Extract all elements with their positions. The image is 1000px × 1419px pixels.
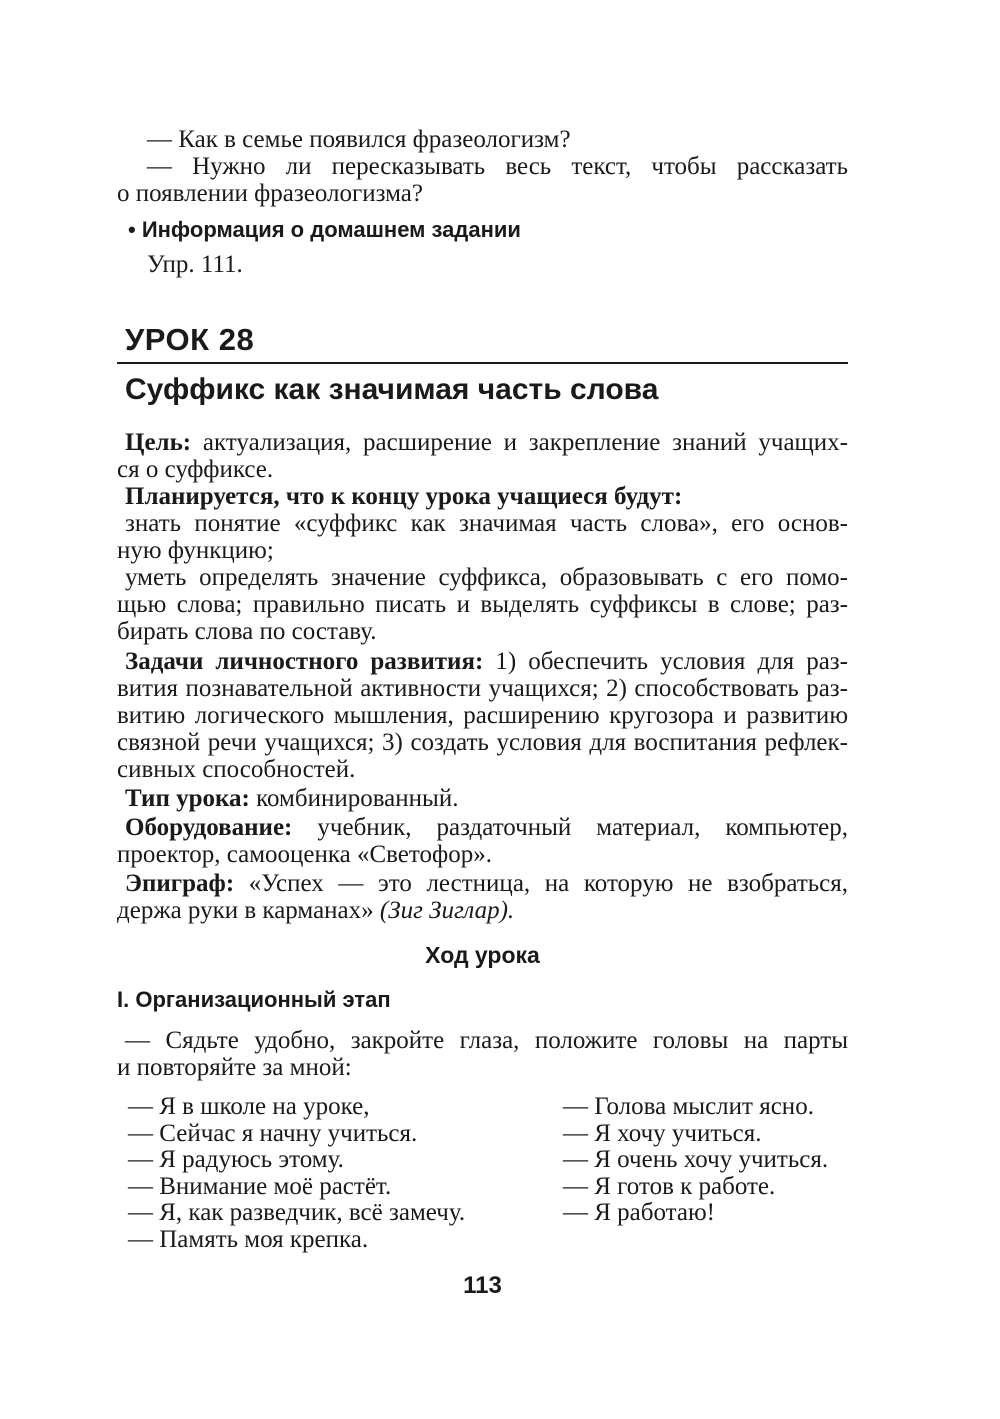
stage-1-heading: I. Организационный этап <box>117 987 391 1012</box>
planned-heading: Планируется, что к концу урока учащиеся будут: <box>125 483 683 510</box>
tasks-line-4: связной речи учащихся; 3) создать условия для воспитания рефлек- <box>117 729 848 756</box>
know-line-2: ную функцию; <box>117 537 274 564</box>
chant-line: — Я, как разведчик, всё замечу. <box>128 1199 466 1226</box>
lesson-title: Суффикс как значимая часть слова <box>125 373 659 406</box>
chant-left-column <box>128 1094 465 1253</box>
equipment-line-2: проектор, самооценка «Светофор». <box>117 841 492 868</box>
header-rule <box>117 362 848 364</box>
lesson-number: УРОК 28 <box>125 322 255 357</box>
chant-line: — Я очень хочу учиться. <box>563 1146 829 1173</box>
tasks-line-1: 1) обеспечить условия для раз- <box>495 648 848 675</box>
can-line-1: уметь определять значение суффикса, образовывать с его помо- <box>125 564 848 591</box>
know-line-1: знать понятие «суффикс как значимая часть слова», его основ- <box>125 510 848 537</box>
chant-line: — Я в школе на уроке, <box>128 1093 370 1120</box>
epigraph-line-1: «Успех — это лестница, на которую не взобраться, <box>248 870 849 897</box>
tasks-paragraph <box>117 648 848 783</box>
equipment-label: Оборудование: <box>125 814 293 841</box>
lesson-type-value: комбинированный. <box>256 785 459 812</box>
course-heading: Ход урока <box>425 942 540 968</box>
goal-line-2: ся о суффиксе. <box>117 456 274 483</box>
epigraph-author: (Зиг Зиглар). <box>379 897 515 924</box>
goal-label: Цель: <box>125 429 192 456</box>
chant-line: — Я работаю! <box>563 1199 715 1226</box>
can-line-3: бирать слова по составу. <box>117 618 377 645</box>
chant-line: — Голова мыслит ясно. <box>563 1093 814 1120</box>
chant-line: — Я готов к работе. <box>563 1172 776 1200</box>
tasks-line-3: витию логического мышления, расширению кругозора и развитию <box>117 702 848 729</box>
intro-line-1: — Сядьте удобно, закройте глаза, положите головы на парты <box>125 1027 848 1054</box>
planned-section <box>117 483 848 645</box>
can-line-2: щью слова; правильно писать и выделять суффиксы в слове; раз- <box>117 591 848 618</box>
epigraph-label: Эпиграф: <box>125 870 235 897</box>
equipment-line-1: учебник, раздаточный материал, компьютер, <box>317 814 849 841</box>
page-number: 113 <box>463 1272 502 1299</box>
question-2-line-1: — Нужно ли пересказывать весь текст, чтобы рассказать <box>147 153 848 180</box>
epigraph-paragraph <box>117 870 848 924</box>
question-2-line-2: о появлении фразеологизма? <box>117 180 423 207</box>
top-questions <box>117 126 848 207</box>
homework-text: Упр. 111. <box>147 251 243 278</box>
chant-right-column <box>563 1094 828 1227</box>
chant-line: — Я радуюсь этому. <box>128 1146 344 1173</box>
tasks-line-5: сивных способностей. <box>117 756 356 783</box>
chant-line: — Я хочу учиться. <box>563 1119 762 1147</box>
question-1: — Как в семье появился фразеологизм? <box>147 126 571 153</box>
lesson-type <box>117 785 848 812</box>
tasks-line-2: вития познавательной активности учащихся; 2) способствовать раз- <box>117 675 848 702</box>
intro-line-2: и повторяйте за мной: <box>117 1054 352 1081</box>
chant-line: — Сейчас я начну учиться. <box>128 1119 418 1147</box>
homework-heading: • Информация о домашнем задании <box>128 217 521 242</box>
goal-line-1: актуализация, расширение и закрепление знаний учащих- <box>202 429 849 456</box>
course-intro <box>117 1027 848 1081</box>
chant-line: — Память моя крепка. <box>128 1225 369 1253</box>
epigraph-line-2: держа руки в карманах» <box>117 897 374 924</box>
equipment-paragraph <box>117 814 848 868</box>
goal-paragraph <box>117 429 848 483</box>
chant-line: — Внимание моё растёт. <box>128 1172 392 1200</box>
tasks-label: Задачи личностного развития: <box>125 648 484 675</box>
lesson-type-label: Тип урока: <box>125 785 250 812</box>
